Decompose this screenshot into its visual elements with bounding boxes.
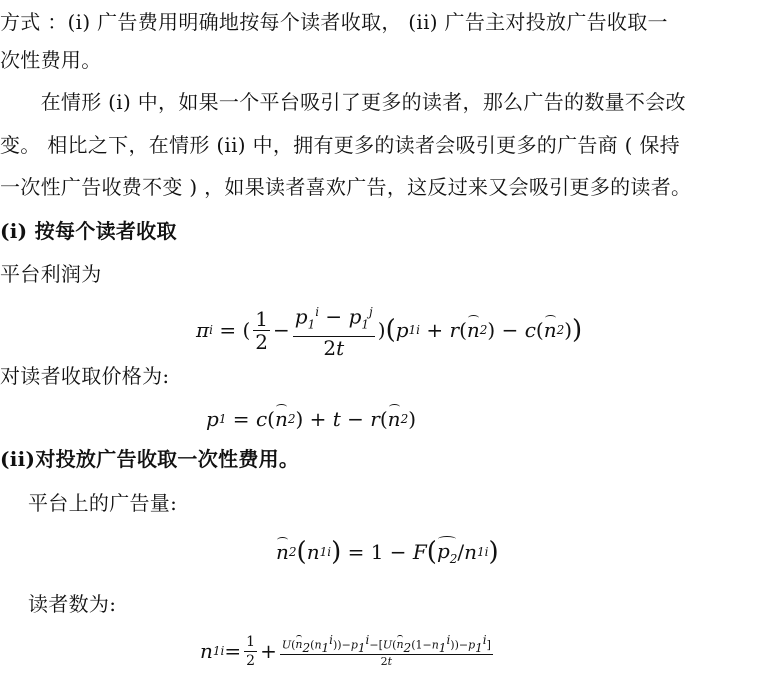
- paragraph-line-2: 次性费用。: [0, 48, 102, 72]
- paragraph-line-4: 变。 相比之下，在情形 (ii) 中，拥有更多的读者会吸引更多的广告商 ( 保持: [0, 133, 680, 157]
- ads-label: 平台上的广告量:: [28, 491, 178, 515]
- section-i-heading: (i) 按每个读者收取: [0, 219, 177, 243]
- paragraph-line-3: 在情形 (i) 中，如果一个平台吸引了更多的读者，那么广告的数量不会改: [0, 90, 686, 114]
- price-label: 对读者收取价格为:: [0, 364, 170, 388]
- section-ii-heading: (ii)对投放广告收取一次性费用。: [0, 447, 300, 471]
- paragraph-line-5: 一次性广告收费不变 ) ，如果读者喜欢广告，这反过来又会吸引更多的读者。: [0, 175, 692, 199]
- readers-label: 读者数为:: [28, 592, 117, 616]
- readers-equation: n 1 i = $\frac{1}{2}$ + $\frac{U(n_2(n_1^i))-p_1^i-[U(n_2(1-n_1^i))-p_1^i]}{2t}$: [200, 632, 491, 669]
- profit-equation: π i = ( $\frac{1}{2}$ − $\frac{p_1^i - p_1^j}{2t}$ ) ( p 1 i + r ( n 2 ) − c ( n 2 ) ): [196, 300, 582, 360]
- profit-label: 平台利润为: [0, 262, 102, 286]
- ads-equation: n 2 ( n 1 i ) = 1 − F ( $p_2$ / n 1 i ): [276, 537, 499, 567]
- price-equation: p 1 = c ( n 2 ) + t − r ( n 2 ): [206, 407, 417, 431]
- paragraph-line-1: 方式 ：(i) 广告费用明确地按每个读者收取， (ii) 广告主对投放广告收取一: [0, 10, 668, 34]
